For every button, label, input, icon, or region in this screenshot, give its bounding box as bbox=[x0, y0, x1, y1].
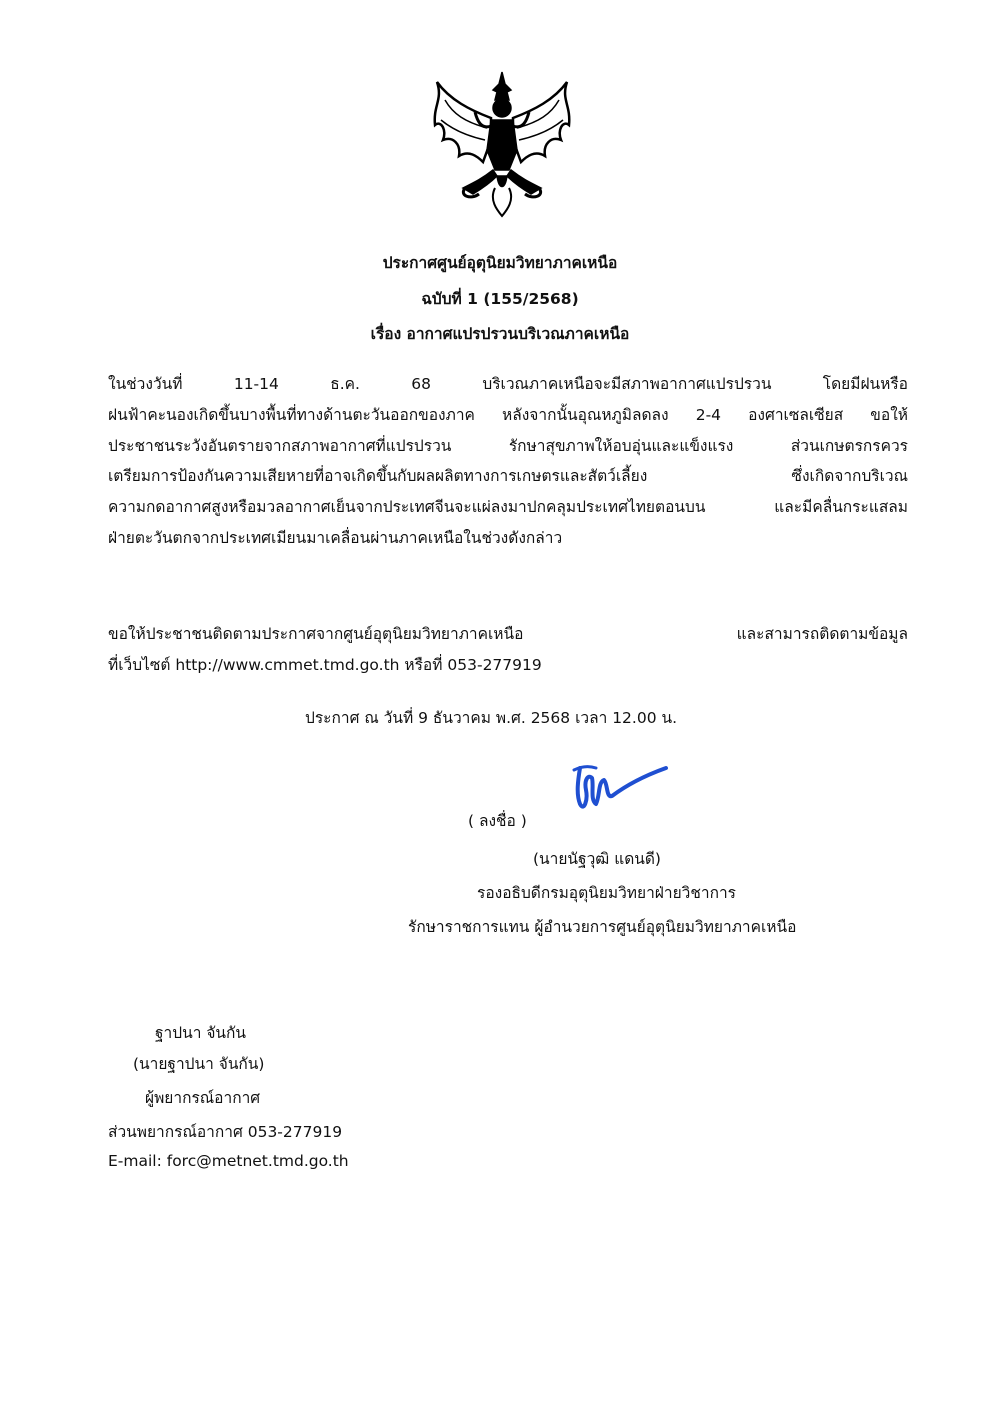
forecaster-name: (นายฐาปนา จันกัน) bbox=[133, 1055, 265, 1073]
paragraph-line: ที่เว็บไซต์ http://www.cmmet.tmd.go.th หรือที่ 053-277919 bbox=[108, 655, 542, 674]
paragraph-line: ความกดอากาศสูงหรือมวลอากาศเย็นจากประเทศจีนจะแผ่ลงมาปกคลุมประเทศไทยตอนบน และมีคลื่นกระแสลม bbox=[108, 498, 908, 517]
sign-label: ( ลงชื่อ ) bbox=[468, 812, 527, 830]
handwritten-signature bbox=[568, 760, 673, 820]
office-contact: ส่วนพยากรณ์อากาศ 053-277919 bbox=[108, 1123, 343, 1141]
paragraph-line: ฝนฟ้าคะนองเกิดขึ้นบางพื้นที่ทางด้านตะวันออกของภาค หลังจากนั้นอุณหภูมิลดลง 2-4 องศาเซลเซียส ขอให้ bbox=[108, 405, 908, 424]
announcement-date: ประกาศ ณ วันที่ 9 ธันวาคม พ.ศ. 2568 เวลา 12.00 น. bbox=[305, 709, 678, 727]
signatory-position: รองอธิบดีกรมอุตุนิยมวิทยาฝ่ายวิชาการ bbox=[477, 884, 736, 902]
forecaster-signature-text: ฐาปนา จันกัน bbox=[155, 1024, 246, 1042]
paragraph-line: ฝ่ายตะวันตกจากประเทศเมียนมาเคลื่อนผ่านภาคเหนือในช่วงดังกล่าว bbox=[108, 528, 563, 547]
paragraph-line: ในช่วงวันที่ 11-14 ธ.ค. 68 บริเวณภาคเหนือจะมีสภาพอากาศแปรปรวน โดยมีฝนหรือ bbox=[108, 375, 908, 393]
signatory-acting-position: รักษาราชการแทน ผู้อำนวยการศูนย์อุตุนิยมวิทยาภาคเหนือ bbox=[408, 918, 797, 936]
body-paragraph-2 bbox=[108, 619, 908, 681]
signatory-name: (นายนัฐวุฒิ แดนดี) bbox=[533, 850, 661, 868]
announcement-title: ประกาศศูนย์อุตุนิยมวิทยาภาคเหนือ bbox=[382, 254, 618, 272]
paragraph-line: ประชาชนระวังอันตรายจากสภาพอากาศที่แปรปรวน รักษาสุขภาพให้อบอุ่นและแข็งแรง ส่วนเกษตรกรควร bbox=[108, 436, 908, 455]
announcement-subject: เรื่อง อากาศแปรปรวนบริเวณภาคเหนือ bbox=[370, 325, 630, 343]
paragraph-line: เตรียมการป้องกันความเสียหายที่อาจเกิดขึ้นกับผลผลิตทางการเกษตรและสัตว์เลี้ยง ซึ่งเกิดจากบริเวณ bbox=[108, 467, 908, 486]
forecaster-role: ผู้พยากรณ์อากาศ bbox=[145, 1089, 261, 1107]
garuda-emblem-icon bbox=[425, 70, 580, 220]
announcement-number: ฉบับที่ 1 (155/2568) bbox=[421, 290, 579, 308]
body-paragraph-1 bbox=[108, 369, 908, 554]
email-contact: E-mail: forc@metnet.tmd.go.th bbox=[108, 1152, 349, 1170]
paragraph-line: ขอให้ประชาชนติดตามประกาศจากศูนย์อุตุนิยมวิทยาภาคเหนือ และสามารถติดตามข้อมูล bbox=[108, 625, 908, 643]
